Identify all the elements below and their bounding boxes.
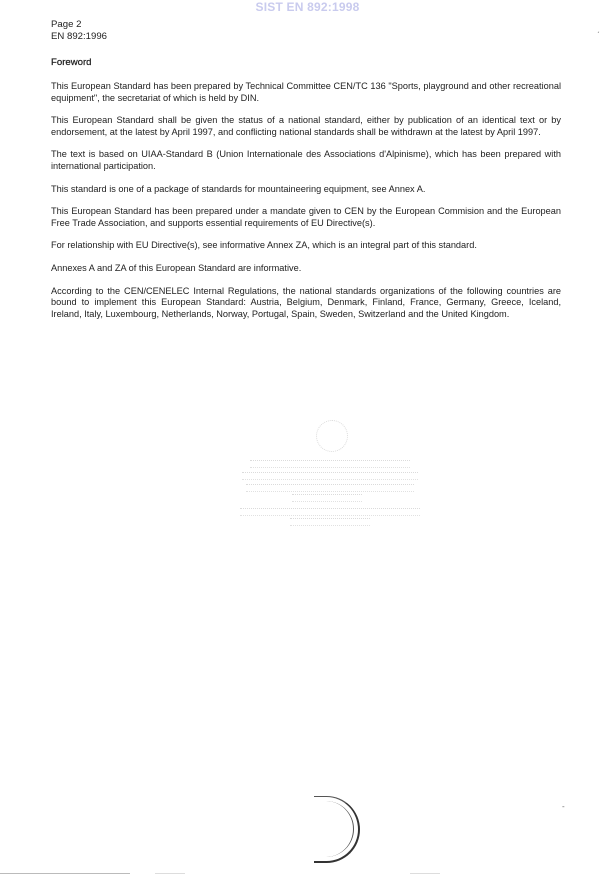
stamp-emblem-icon: [316, 420, 348, 452]
paragraph-directive: For relationship with EU Directive(s), see informative Annex ZA, which is an integral part of this standard.: [51, 240, 477, 251]
seal-stamp-icon: [314, 796, 360, 863]
paragraph-package: This standard is one of a package of standards for mountaineering equipment, see Annex A.: [51, 183, 426, 194]
watermark-standard-id: SIST EN 892:1998: [255, 0, 360, 14]
stamp-line: [242, 472, 418, 480]
scan-mark-icon: -: [562, 802, 565, 811]
stamp-line: [250, 460, 410, 468]
paragraph-status: This European Standard shall be given the status of a national standard, either by publication of an identical text or by endorsement, at the latest by April 1997, and conflicting national standards shall be withdrawn at the latest by April 1997.: [51, 115, 561, 137]
footer-divider: [0, 873, 130, 874]
scan-mark-icon: ˊ: [597, 31, 600, 40]
paragraph-mandate: This European Standard has been prepared under a mandate given to CEN by the European Commision and the European Free Trade Association, and supports essential requirements of EU Directive(s).: [51, 206, 561, 228]
stamp-line: [292, 494, 362, 502]
stamp-line: [240, 508, 420, 516]
paragraph-committee: This European Standard has been prepared by Technical Committee CEN/TC 136 "Sports, playground and other recreational equipment", the secretariat of which is held by DIN.: [51, 81, 561, 103]
paragraph-annexes: Annexes A and ZA of this European Standard are informative.: [51, 262, 302, 273]
section-title: Foreword: [51, 57, 92, 68]
stamp-line: [290, 518, 370, 526]
footer-divider: [410, 873, 440, 874]
faded-stamp-icon: [230, 416, 430, 526]
footer-divider: [155, 873, 185, 874]
paragraph-countries: According to the CEN/CENELEC Internal Regulations, the national standards organizations of the following countries are bound to implement this European Standard: Austria, Belgium, Denmark, Finland, France, Germany, Greece, Iceland, Ireland, Italy, Luxembourg, Netherlands, Norway, Portugal, Spain, Sweden, Switzerland and the United Kingdom.: [51, 285, 561, 319]
standard-number: EN 892:1996: [51, 31, 108, 42]
stamp-line: [246, 484, 414, 492]
page-header: [51, 19, 107, 43]
page-number: Page 2: [51, 19, 82, 30]
paragraph-basis: The text is based on UIAA-Standard B (Union Internationale des Associations d'Alpinisme), which has been prepared with international participation.: [51, 149, 561, 171]
seal-inner-ring-icon: [316, 801, 354, 857]
foreword-body: [51, 81, 561, 331]
